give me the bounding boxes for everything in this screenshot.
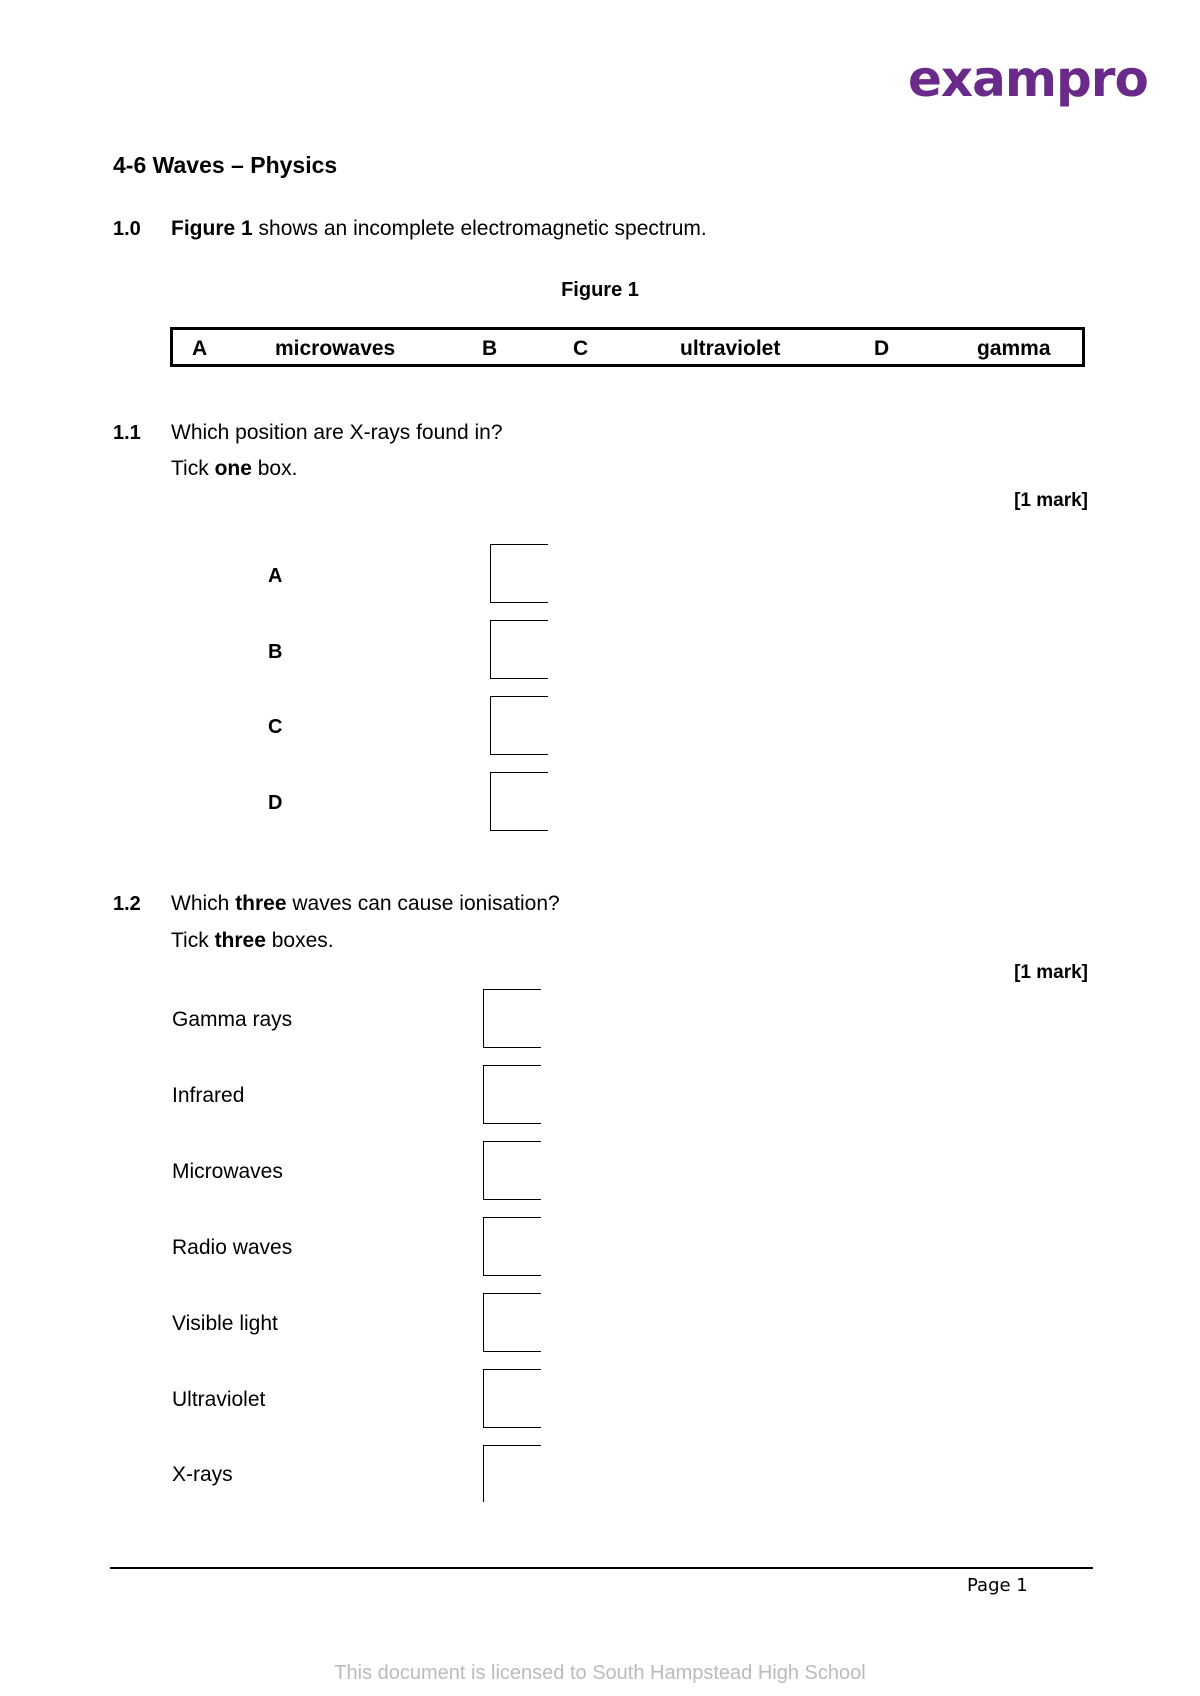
tick-box-gamma-rays[interactable] xyxy=(483,989,541,1048)
tick-box-visible-light[interactable] xyxy=(483,1293,541,1352)
figure-reference: Figure 1 xyxy=(171,217,253,240)
question-number-1-0: 1.0 xyxy=(113,218,141,240)
license-watermark: This document is licensed to South Hampstead High School xyxy=(334,1662,866,1684)
question-1-2-text: Which three waves can cause ionisation? xyxy=(171,892,560,915)
tick-box-microwaves[interactable] xyxy=(483,1141,541,1200)
question-1-0-body: shows an incomplete electromagnetic spectrum. xyxy=(252,217,707,240)
spectrum-cell-gamma: gamma xyxy=(977,337,1051,360)
option-label-x-rays: X-rays xyxy=(172,1463,233,1486)
tick-box-c[interactable] xyxy=(490,696,548,755)
tick-box-ultraviolet[interactable] xyxy=(483,1369,541,1428)
em-spectrum-table xyxy=(170,327,1085,367)
option-label-d: D xyxy=(268,792,283,814)
tick-box-a[interactable] xyxy=(490,544,548,603)
option-label-gamma-rays: Gamma rays xyxy=(172,1008,293,1031)
option-label-ultraviolet: Ultraviolet xyxy=(172,1388,266,1411)
option-label-a: A xyxy=(268,565,283,587)
option-label-b: B xyxy=(268,641,283,663)
page-title: 4-6 Waves – Physics xyxy=(113,152,338,178)
spectrum-cell-b: B xyxy=(482,337,498,360)
question-number-1-2: 1.2 xyxy=(113,893,141,915)
exampro-logo: exampro xyxy=(908,50,1148,108)
question-number-1-1: 1.1 xyxy=(113,422,141,444)
tick-box-b[interactable] xyxy=(490,620,548,679)
figure-title: Figure 1 xyxy=(561,279,639,301)
option-label-microwaves: Microwaves xyxy=(172,1160,283,1183)
spectrum-cell-ultraviolet: ultraviolet xyxy=(680,337,781,360)
option-label-visible-light: Visible light xyxy=(172,1312,278,1335)
question-1-1-instruction: Tick one box. xyxy=(171,457,298,480)
tick-box-d[interactable] xyxy=(490,772,548,831)
option-label-infrared: Infrared xyxy=(172,1084,245,1107)
question-1-1-marks: [1 mark] xyxy=(1014,490,1088,511)
option-label-radio-waves: Radio waves xyxy=(172,1236,293,1259)
tick-box-x-rays[interactable] xyxy=(483,1445,541,1502)
question-1-1-text: Which position are X-rays found in? xyxy=(171,421,503,444)
question-1-2-marks: [1 mark] xyxy=(1014,962,1088,983)
spectrum-cell-microwaves: microwaves xyxy=(275,337,396,360)
spectrum-cell-a: A xyxy=(192,337,208,360)
question-1-2-instruction: Tick three boxes. xyxy=(171,929,334,952)
page-number: Page 1 xyxy=(967,1575,1028,1596)
option-label-c: C xyxy=(268,716,283,738)
footer-divider xyxy=(110,1567,1093,1569)
tick-box-radio-waves[interactable] xyxy=(483,1217,541,1276)
spectrum-cell-c: C xyxy=(573,337,589,360)
tick-box-infrared[interactable] xyxy=(483,1065,541,1124)
spectrum-cell-d: D xyxy=(874,337,890,360)
question-1-0-text xyxy=(171,217,707,241)
